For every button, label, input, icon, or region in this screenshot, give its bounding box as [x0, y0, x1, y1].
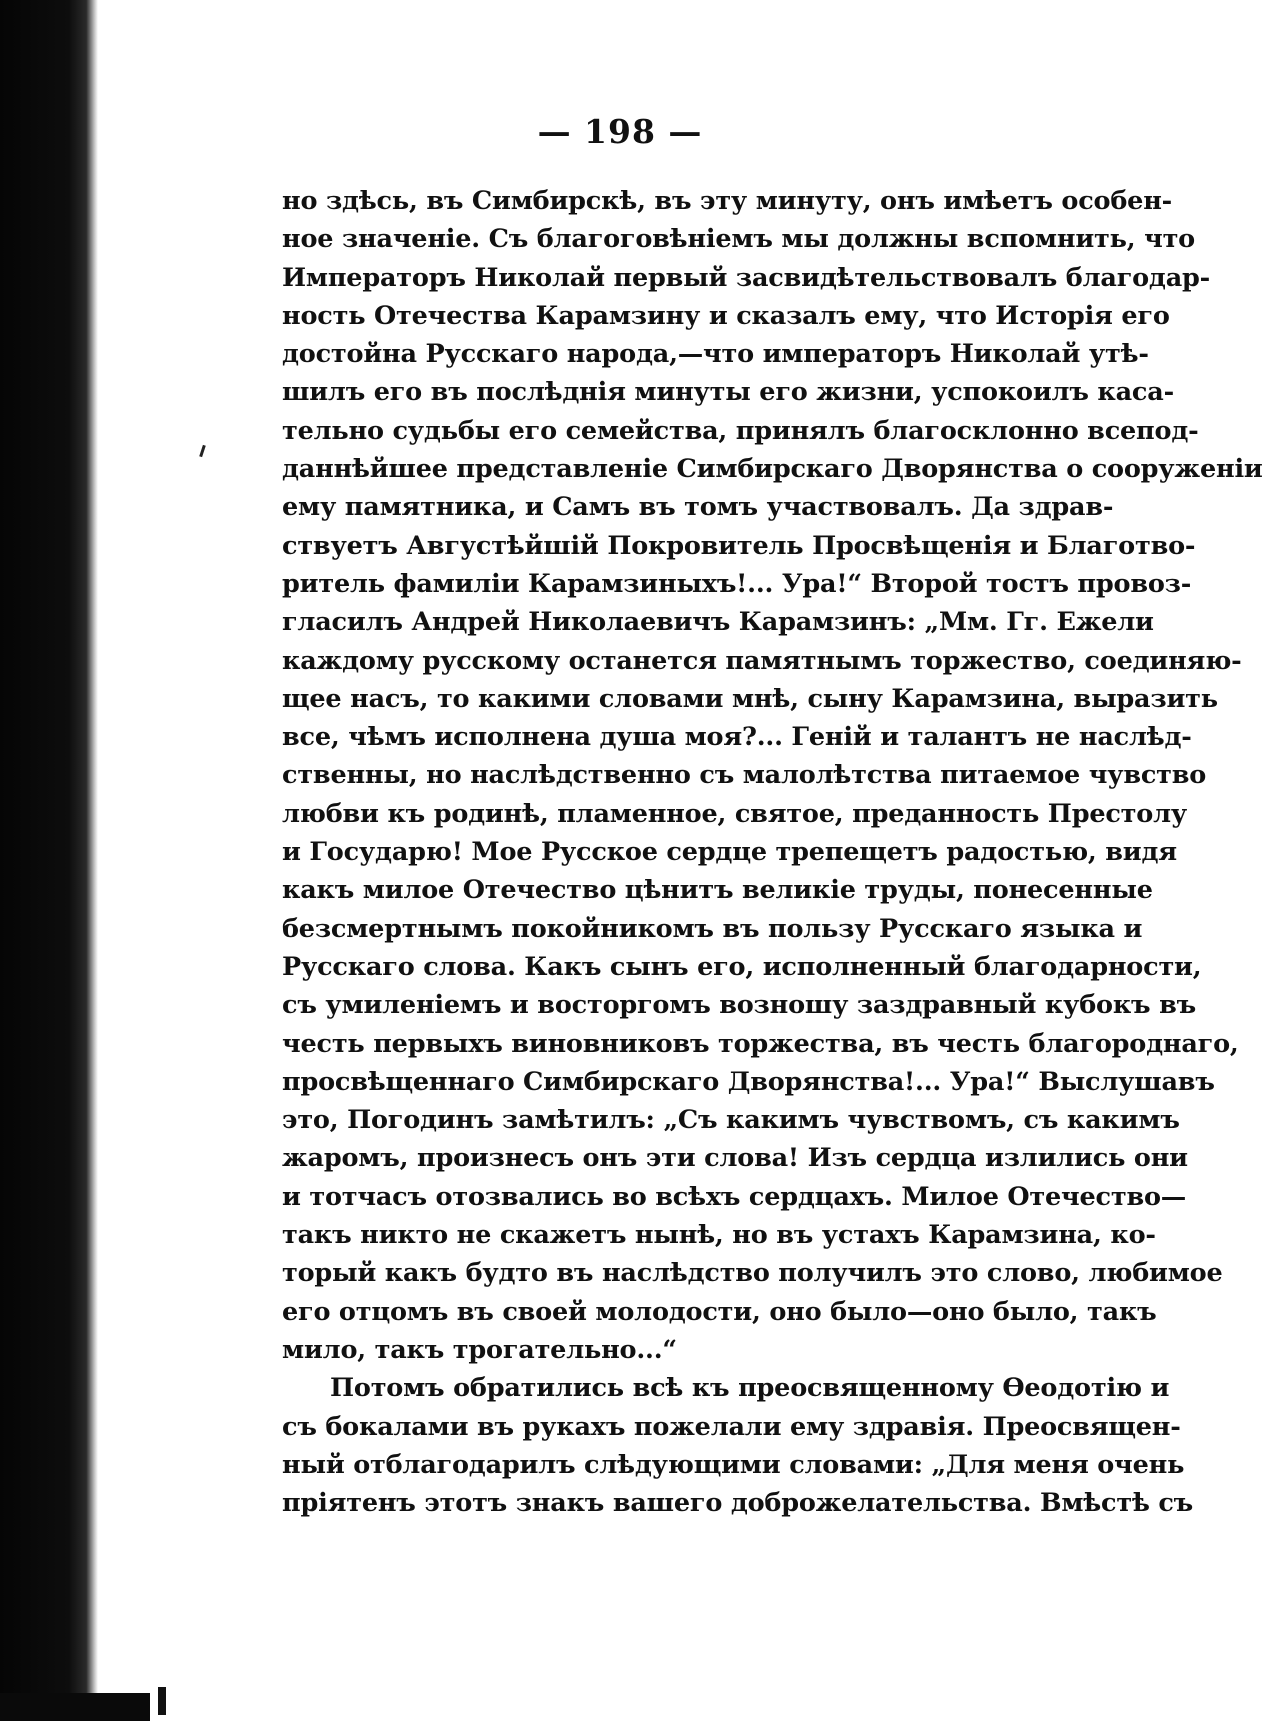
text-line: каждому русскому останется памятнымъ торжество, соединяю-: [282, 645, 1242, 676]
text-line: жаромъ, произнесъ онъ эти слова! Изъ сердца излились они: [282, 1143, 1188, 1174]
text-line: пріятенъ этотъ знакъ вашего доброжелательства. Вмѣстѣ съ: [282, 1488, 1194, 1519]
text-line: даннѣйшее представленіе Симбирскаго Дворянства о сооруженіи: [282, 454, 1263, 485]
text-line: и тотчасъ отозвались во всѣхъ сердцахъ. Милое Отечество—: [282, 1181, 1187, 1212]
text-line: ему памятника, и Самъ въ томъ участвовалъ. Да здрав-: [282, 492, 1114, 523]
text-line: но здѣсь, въ Симбирскѣ, въ эту минуту, онъ имѣетъ особен-: [282, 186, 1173, 216]
text-line: Русскаго слова. Какъ сынъ его, исполненный благодарности,: [282, 951, 1202, 982]
text-line: мило, такъ трогательно...“: [282, 1334, 677, 1365]
text-line: его отцомъ въ своей молодости, оно было—оно было, такъ: [282, 1296, 1157, 1327]
text-line: честь первыхъ виновниковъ торжества, въ честь благороднаго,: [282, 1028, 1239, 1059]
text-line: тельно судьбы его семейства, принялъ благосклонно всепод-: [282, 415, 1199, 446]
text-line: все, чѣмъ исполнена душа моя?... Геній и талантъ не наслѣд-: [282, 722, 1192, 753]
binding-mark: [158, 1687, 166, 1715]
paragraph-start-line: Потомъ обратились всѣ къ преосвященному Ѳеодотію и: [330, 1373, 1170, 1404]
text-line: ритель фамиліи Карамзиныхъ!... Ура!“ Второй тостъ провоз-: [282, 568, 1192, 599]
binding-foot: [0, 1693, 150, 1721]
text-line: ствуетъ Августѣйшій Покровитель Просвѣщенія и Благотво-: [282, 530, 1196, 561]
text-line: это, Погодинъ замѣтилъ: „Съ какимъ чувствомъ, съ какимъ: [282, 1105, 1180, 1136]
text-line: ственны, но наслѣдственно съ малолѣтства питаемое чувство: [282, 760, 1207, 791]
text-line: щее насъ, то какими словами мнѣ, сыну Карамзина, выразить: [282, 683, 1218, 714]
text-line: гласилъ Андрей Николаевичъ Карамзинъ: „Мм. Гг. Ежели: [282, 607, 1154, 638]
text-line: такъ никто не скажетъ нынѣ, но въ устахъ Карамзина, ко-: [282, 1220, 1156, 1251]
text-line: Императоръ Николай первый засвидѣтельствовалъ благодар-: [282, 262, 1211, 293]
text-line: ность Отечества Карамзину и сказалъ ему, что Исторія его: [282, 300, 1170, 331]
text-line: ный отблагодарилъ слѣдующими словами: „Для меня очень: [282, 1449, 1185, 1480]
text-line: ное значеніе. Съ благоговѣніемъ мы должны вспомнить, что: [282, 224, 1195, 255]
text-line: какъ милое Отечество цѣнитъ великіе труды, понесенные: [282, 875, 1153, 906]
body-text: [282, 182, 1263, 1522]
text-line: съ бокалами въ рукахъ пожелали ему здравія. Преосвящен-: [282, 1411, 1181, 1442]
text-line: торый какъ будто въ наслѣдство получилъ это слово, любимое: [282, 1258, 1223, 1289]
text-line: безсмертнымъ покойникомъ въ пользу Русскаго языка и: [282, 913, 1143, 944]
text-line: любви къ родинѣ, пламенное, святое, преданность Престолу: [282, 798, 1187, 829]
text-line: достойна Русскаго народа,—что императоръ Николай утѣ-: [282, 339, 1149, 370]
text-line: шилъ его въ послѣднія минуты его жизни, успокоилъ каса-: [282, 377, 1174, 408]
text-line: просвѣщеннаго Симбирскаго Дворянства!... Ура!“ Выслушавъ: [282, 1066, 1215, 1097]
text-line: съ умиленіемъ и восторгомъ возношу заздравный кубокъ въ: [282, 990, 1196, 1021]
text-line: и Государю! Мое Русское сердце трепещетъ радостью, видя: [282, 837, 1177, 868]
stray-mark: [199, 445, 206, 457]
binding-edge: [0, 0, 98, 1721]
page-number: — 198 —: [537, 112, 703, 151]
